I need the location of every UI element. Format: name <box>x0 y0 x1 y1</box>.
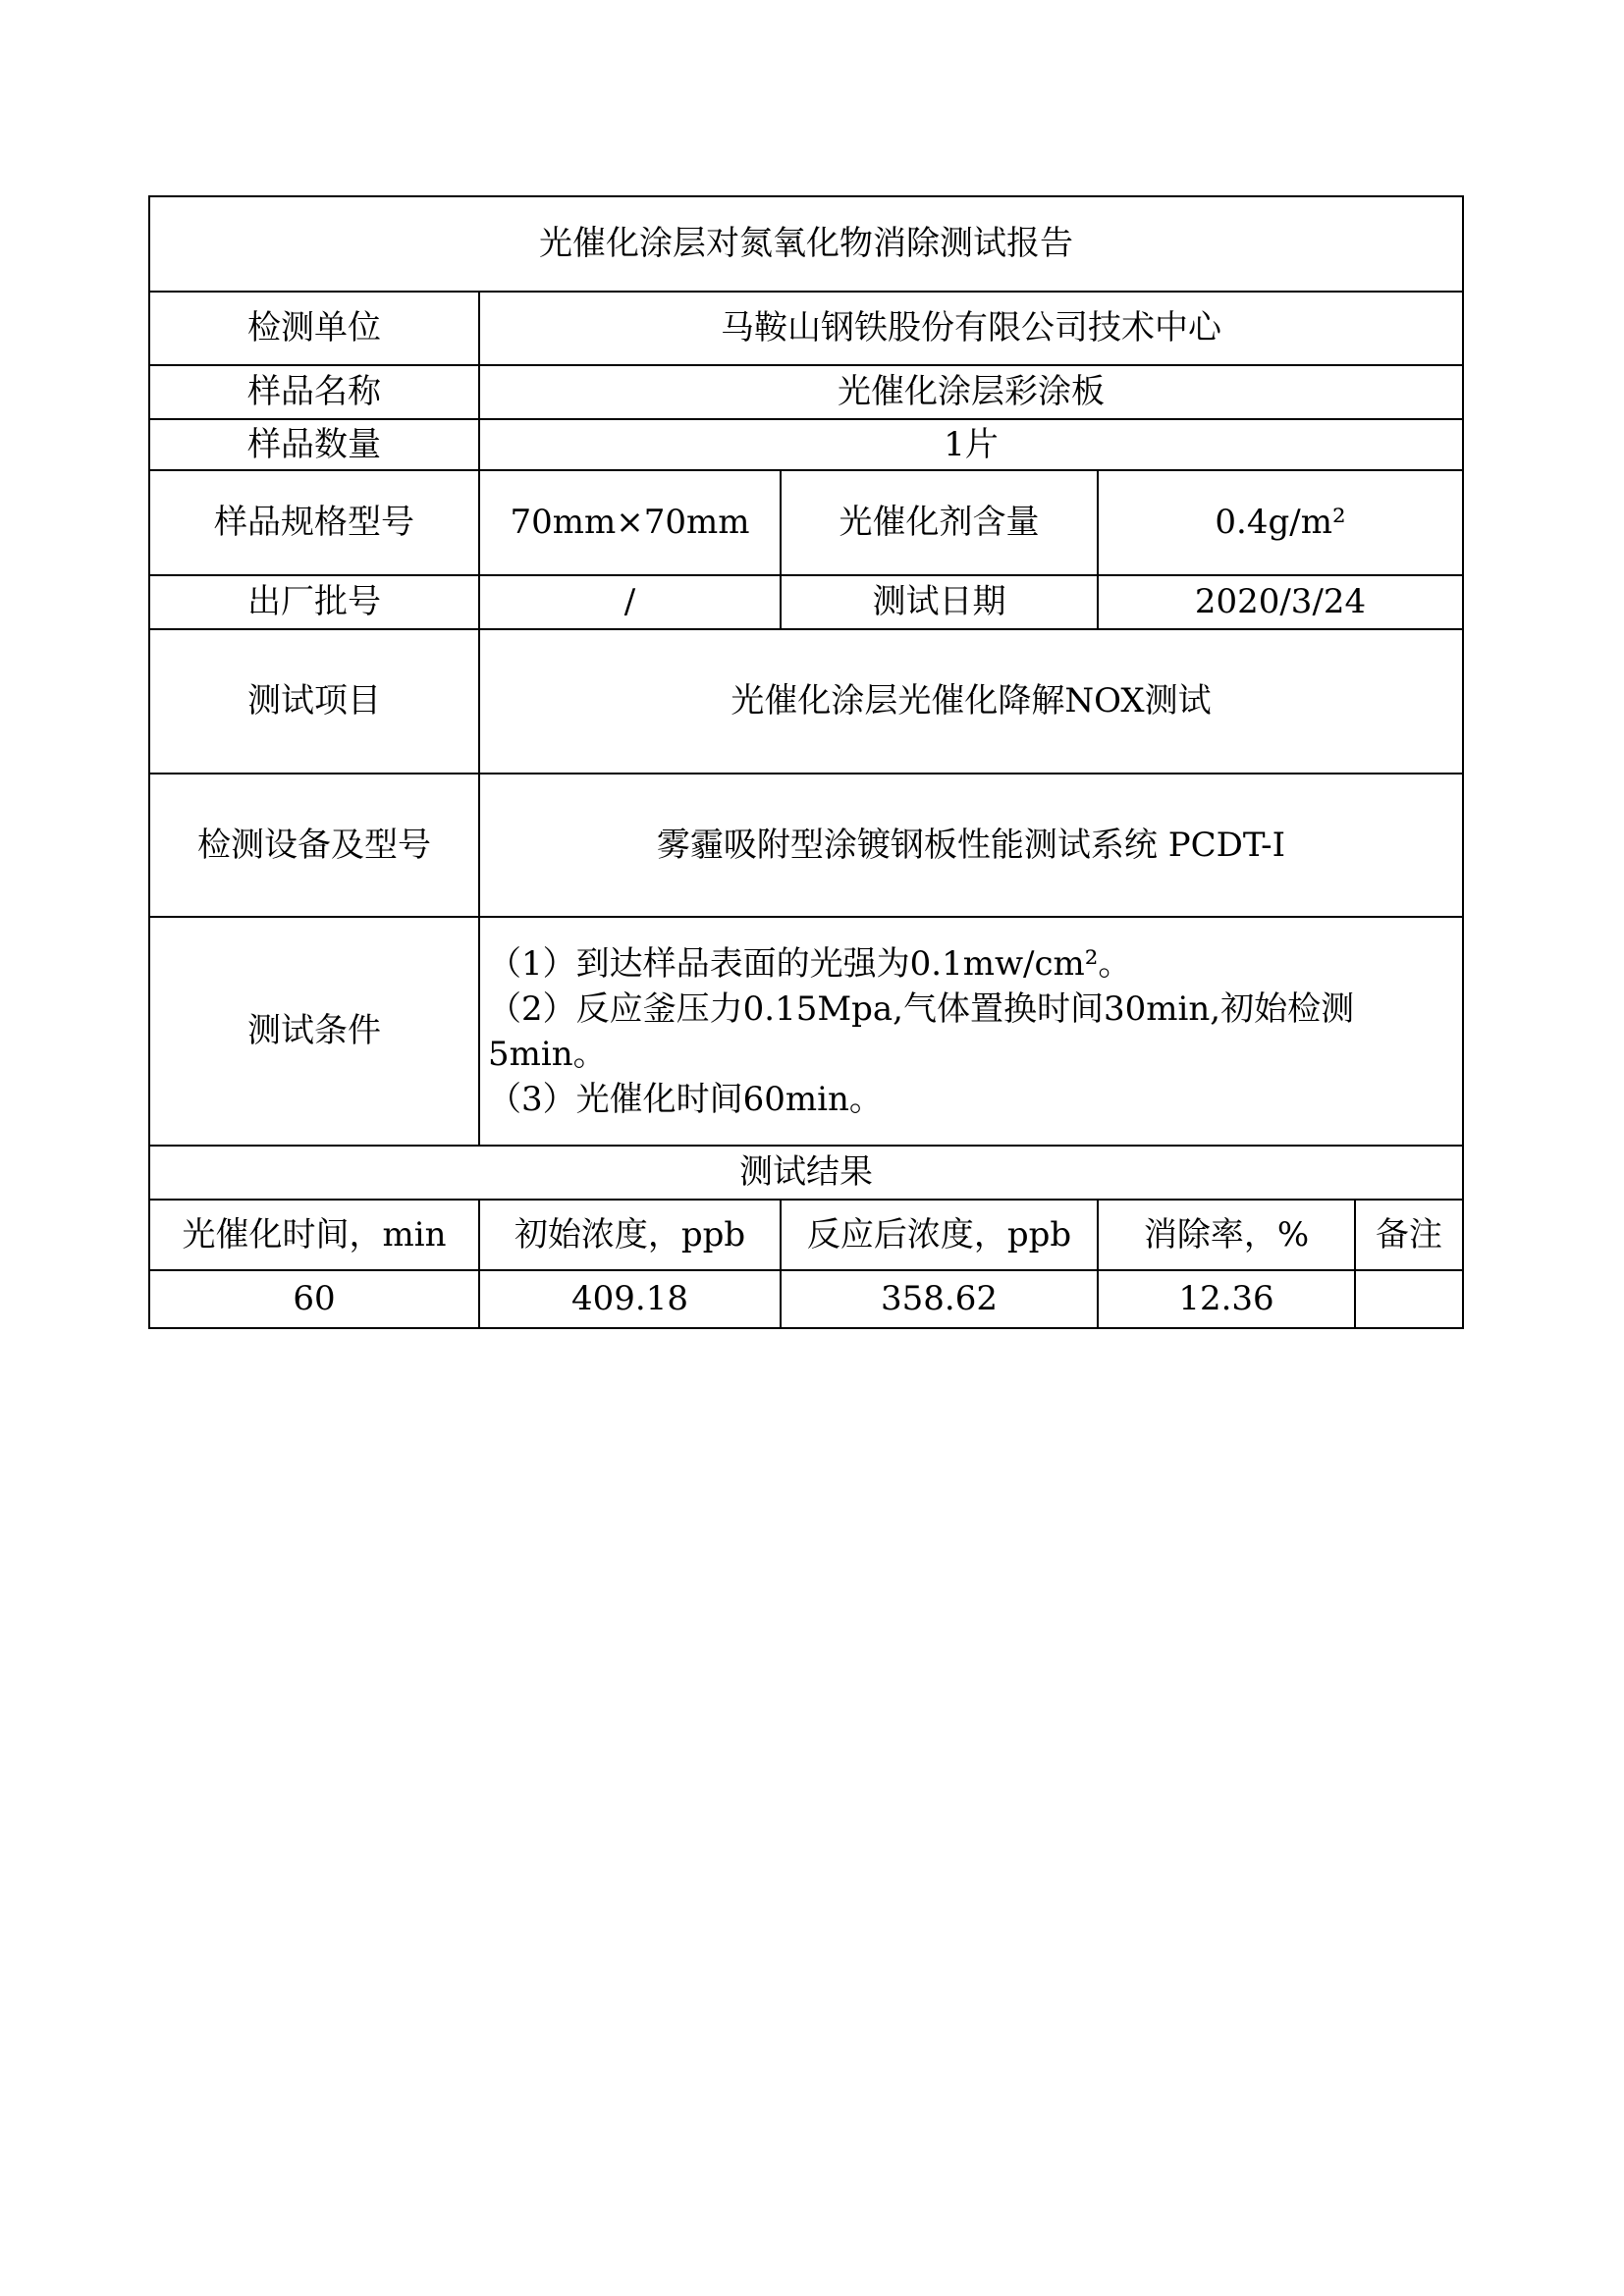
value-sample-name: 光催化涂层彩涂板 <box>479 365 1463 419</box>
row-results-columns <box>149 1200 1463 1270</box>
col-header-remark: 备注 <box>1355 1200 1463 1270</box>
label-conditions: 测试条件 <box>149 917 479 1146</box>
row-results-values <box>149 1270 1463 1328</box>
value-catalyst: 0.4g/m² <box>1098 470 1463 575</box>
row-batch <box>149 575 1463 629</box>
col-header-time: 光催化时间，min <box>149 1200 479 1270</box>
condition-line-1: （1）到达样品表面的光强为0.1mw/cm²。 <box>488 943 1132 984</box>
row-spec <box>149 470 1463 575</box>
value-unit: 马鞍山钢铁股份有限公司技术中心 <box>479 292 1463 365</box>
row-sample-qty <box>149 419 1463 470</box>
label-spec: 样品规格型号 <box>149 470 479 575</box>
value-test-date: 2020/3/24 <box>1098 575 1463 629</box>
value-sample-qty: 1片 <box>479 419 1463 470</box>
label-sample-qty: 样品数量 <box>149 419 479 470</box>
condition-line-3: （3）光催化时间60min。 <box>488 1079 883 1119</box>
col-header-removal: 消除率，% <box>1098 1200 1355 1270</box>
value-after: 358.62 <box>781 1270 1098 1328</box>
label-equipment: 检测设备及型号 <box>149 774 479 917</box>
row-conditions <box>149 917 1463 1146</box>
col-header-after: 反应后浓度，ppb <box>781 1200 1098 1270</box>
value-batch: / <box>479 575 781 629</box>
col-header-initial: 初始浓度，ppb <box>479 1200 781 1270</box>
test-report-table <box>148 195 1464 1329</box>
label-test-item: 测试项目 <box>149 629 479 774</box>
value-test-item: 光催化涂层光催化降解NOX测试 <box>479 629 1463 774</box>
value-spec: 70mm×70mm <box>479 470 781 575</box>
condition-line-2: （2）反应釜压力0.15Mpa,气体置换时间30min,初始检测5min。 <box>488 988 1355 1074</box>
value-initial: 409.18 <box>479 1270 781 1328</box>
value-remark <box>1355 1270 1463 1328</box>
value-removal: 12.36 <box>1098 1270 1355 1328</box>
label-test-date: 测试日期 <box>781 575 1098 629</box>
value-equipment: 雾霾吸附型涂镀钢板性能测试系统 PCDT-I <box>479 774 1463 917</box>
row-unit <box>149 292 1463 365</box>
row-test-item <box>149 629 1463 774</box>
results-heading: 测试结果 <box>149 1146 1463 1200</box>
label-sample-name: 样品名称 <box>149 365 479 419</box>
label-catalyst: 光催化剂含量 <box>781 470 1098 575</box>
title-row <box>149 196 1463 292</box>
row-results-heading <box>149 1146 1463 1200</box>
row-equipment <box>149 774 1463 917</box>
label-batch: 出厂批号 <box>149 575 479 629</box>
report-title: 光催化涂层对氮氧化物消除测试报告 <box>149 196 1463 292</box>
label-unit: 检测单位 <box>149 292 479 365</box>
row-sample-name <box>149 365 1463 419</box>
value-time: 60 <box>149 1270 479 1328</box>
value-conditions <box>479 917 1463 1146</box>
